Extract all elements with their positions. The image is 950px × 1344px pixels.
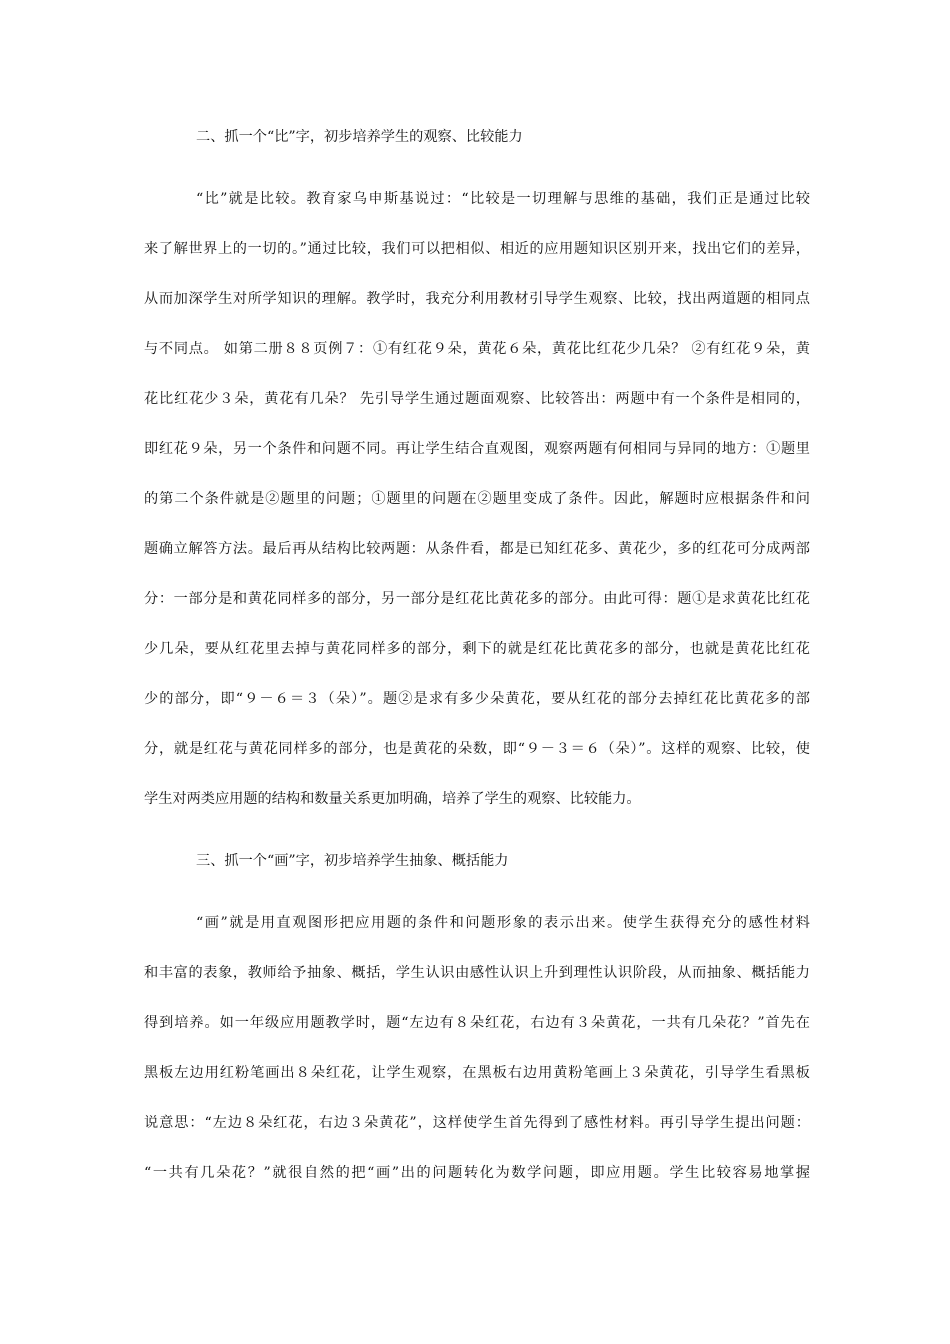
paragraph-line: 来了解世界上的一切的。”通过比较，我们可以把相似、相近的应用题知识区别开来，找出它们的差异，	[144, 241, 810, 257]
paragraph-line: 少几朵，要从红花里去掉与黄花同样多的部分，剩下的就是红花比黄花多的部分，也就是黄花比红花	[144, 641, 810, 657]
paragraph-line: 黑板左边用红粉笔画出８朵红花，让学生观察，在黑板右边用黄粉笔画上３朵黄花，引导学生看黑板	[144, 1065, 810, 1081]
paragraph-line: 从而加深学生对所学知识的理解。教学时，我充分利用教材引导学生观察、比较，找出两道题的相同点	[144, 291, 810, 307]
paragraph-line: 学生对两类应用题的结构和数量关系更加明确，培养了学生的观察、比较能力。	[144, 791, 641, 807]
paragraph-line: “画”就是用直观图形把应用题的条件和问题形象的表示出来。使学生获得充分的感性材料	[196, 915, 810, 931]
paragraph-line: 和丰富的表象，教师给予抽象、概括，学生认识由感性认识上升到理性认识阶段，从而抽象、概括能力	[144, 965, 810, 981]
paragraph-line: 花比红花少３朵，黄花有几朵？ 先引导学生通过题面观察、比较答出：两题中有一个条件是相同的，	[144, 391, 810, 407]
paragraph-line: “一共有几朵花？”就很自然的把“画”出的问题转化为数学问题，即应用题。学生比较容易地掌握	[144, 1165, 810, 1181]
paragraph-line: 分，就是红花与黄花同样多的部分，也是黄花的朵数，即“９－３＝６（朵）”。这样的观察、比较，使	[144, 741, 810, 757]
section-heading: 二、抓一个“比”字，初步培养学生的观察、比较能力	[196, 129, 523, 145]
paragraph-line: 题确立解答方法。最后再从结构比较两题：从条件看，都是已知红花多、黄花少，多的红花可分成两部	[144, 541, 810, 557]
paragraph-line: 与不同点。 如第二册８８页例７：①有红花９朵，黄花６朵，黄花比红花少几朵？ ②有红花９朵，黄	[144, 341, 810, 357]
paragraph-line: 分：一部分是和黄花同样多的部分，另一部分是红花比黄花多的部分。由此可得：题①是求黄花比红花	[144, 591, 810, 607]
section-heading: 三、抓一个“画”字，初步培养学生抽象、概括能力	[196, 853, 509, 869]
paragraph-line: 得到培养。如一年级应用题教学时，题“左边有８朵红花，右边有３朵黄花，一共有几朵花？”首先在	[144, 1015, 810, 1031]
paragraph-line: 说意思：“左边８朵红花，右边３朵黄花”，这样使学生首先得到了感性材料。再引导学生提出问题：	[144, 1115, 810, 1131]
paragraph-line: 少的部分，即“９－６＝３（朵）”。题②是求有多少朵黄花，要从红花的部分去掉红花比黄花多的部	[144, 691, 810, 707]
paragraph-line: “比”就是比较。教育家乌申斯基说过：“比较是一切理解与思维的基础，我们正是通过比较	[196, 191, 810, 207]
paragraph-line: 的第二个条件就是②题里的问题；①题里的问题在②题里变成了条件。因此，解题时应根据条件和问	[144, 491, 810, 507]
paragraph-line: 即红花９朵，另一个条件和问题不同。再让学生结合直观图，观察两题有何相同与异同的地方：①题里	[144, 441, 810, 457]
